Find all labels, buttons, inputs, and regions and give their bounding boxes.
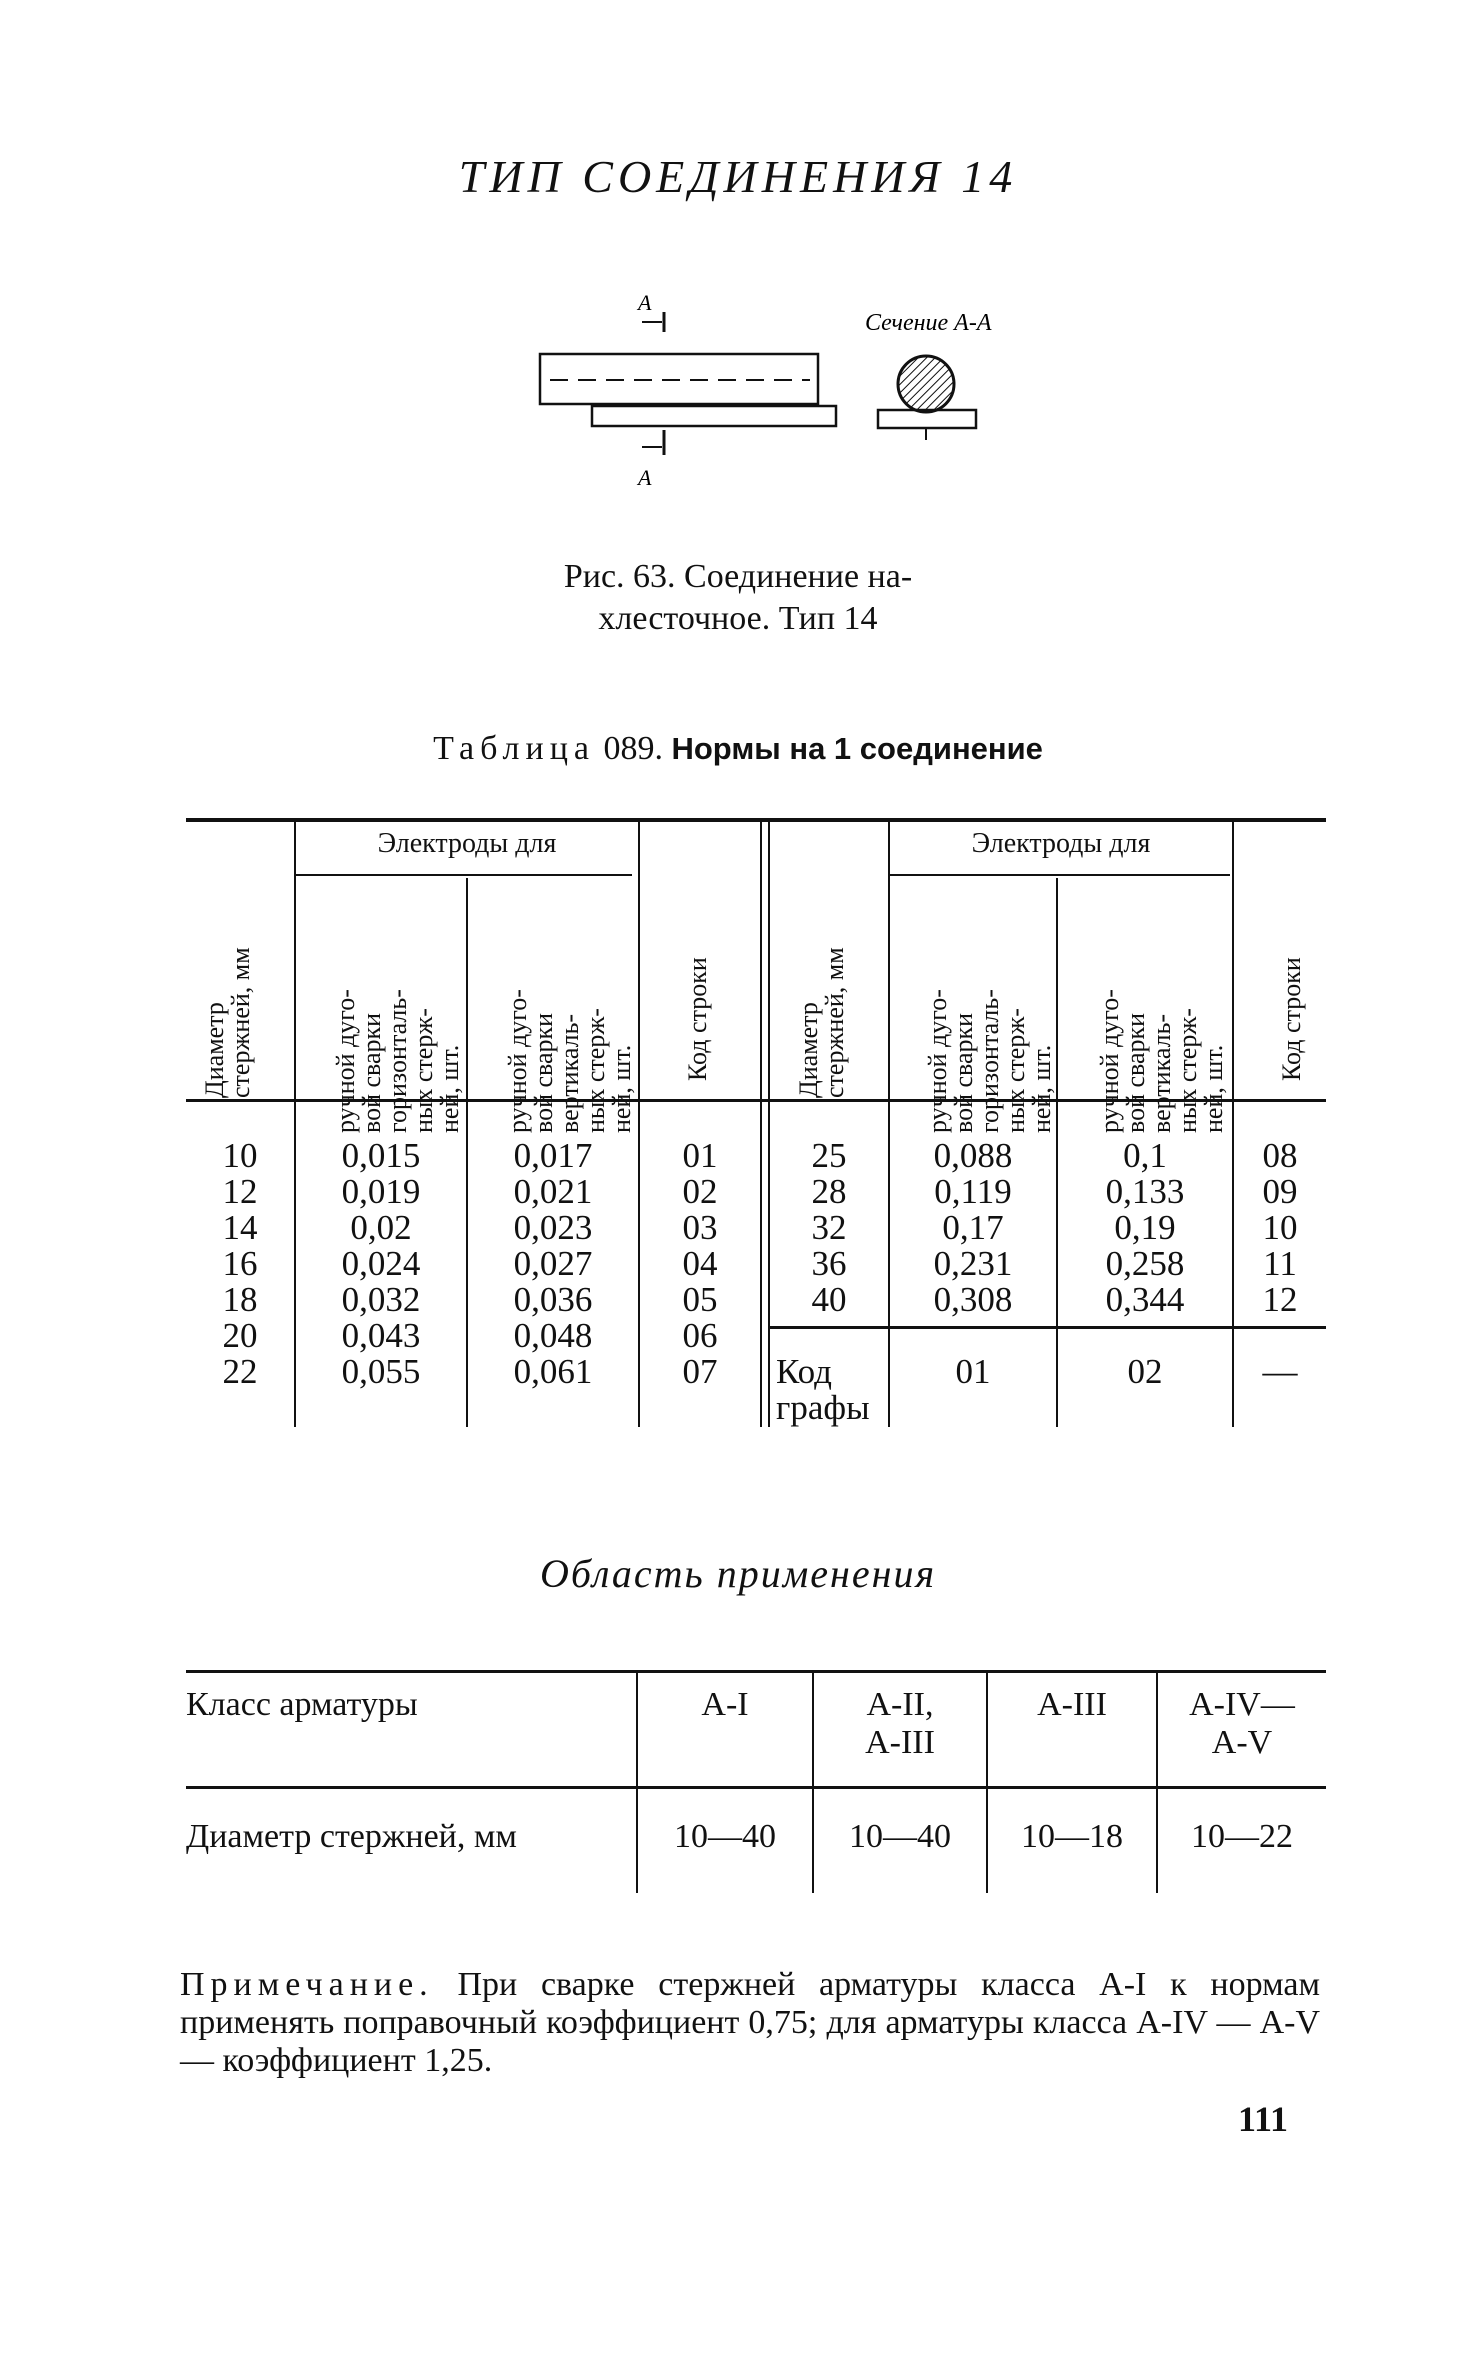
diameter-label: Диаметр стержней, мм: [186, 1818, 517, 1855]
table-cell: 06: [682, 1316, 718, 1355]
table1-caption-number: 089.: [603, 730, 663, 767]
table-cell: 0,021: [513, 1172, 593, 1211]
page-number: 111: [1238, 2099, 1289, 2139]
table-cell: 08: [1262, 1136, 1298, 1175]
graph-code-line: —: [1262, 1352, 1298, 1391]
table-cell: 02: [682, 1172, 718, 1211]
table-cell: 32: [811, 1208, 847, 1247]
table-cell: 25: [811, 1136, 847, 1175]
table-cell: 16: [222, 1244, 258, 1283]
table-cell: 0,032: [341, 1280, 421, 1319]
table2-top-rule: [186, 1670, 1326, 1673]
table-cell: 0,308: [933, 1280, 1013, 1319]
table-cell: 0,019: [341, 1172, 421, 1211]
figure-caption: [0, 556, 1476, 640]
table-cell: 10: [1262, 1208, 1298, 1247]
table1-right-rule: [770, 1326, 1326, 1329]
note-label: Примечание.: [180, 1966, 434, 2003]
table-cell: 28: [811, 1172, 847, 1211]
table-cell: 20: [222, 1316, 258, 1355]
diameter-value: 10—40: [674, 1818, 776, 1855]
table-cell: 01: [682, 1136, 718, 1175]
section-marker-top: А: [638, 290, 652, 315]
section-label: Сечение А-А: [865, 310, 992, 336]
table-cell: 0,1: [1123, 1136, 1167, 1175]
right-col-vertical: [1058, 1138, 1232, 1318]
table-cell: 10: [222, 1136, 258, 1175]
graph-code-vertical: 02: [1127, 1352, 1163, 1391]
diameter-value: 10—22: [1191, 1818, 1293, 1855]
group-header-left: Электроды для: [377, 828, 557, 859]
table-cell: 0,088: [933, 1136, 1013, 1175]
class-value: А-II, А-III: [865, 1686, 935, 1761]
table-cell: 12: [1262, 1280, 1298, 1319]
col-code-header-left: Код строки: [683, 957, 712, 1081]
table-cell: 40: [811, 1280, 847, 1319]
right-col-horizontal: [890, 1138, 1056, 1318]
table-cell: 03: [682, 1208, 718, 1247]
table1-caption-title: Нормы на 1 соединение: [671, 731, 1043, 766]
table-cell: 0,055: [341, 1352, 421, 1391]
table-cell: 0,036: [513, 1280, 593, 1319]
table-cell: 0,048: [513, 1316, 593, 1355]
class-value: А-I: [701, 1686, 749, 1723]
class-value: А-IV— А-V: [1189, 1686, 1295, 1761]
table-cell: 05: [682, 1280, 718, 1319]
table1-caption: [0, 730, 1476, 768]
col-horizontal-header-left: ручной дуго- вой сварки горизонталь- ных стерж- ней, шт.: [331, 989, 464, 1133]
table-cell: 0,17: [942, 1208, 1004, 1247]
table1-top-rule: [186, 818, 1326, 822]
table-cell: 0,015: [341, 1136, 421, 1175]
table-cell: 09: [1262, 1172, 1298, 1211]
table-cell: 0,024: [341, 1244, 421, 1283]
class-label: Класс арматуры: [186, 1686, 418, 1723]
figure-caption-line1: Рис. 63. Соединение на-: [563, 558, 913, 595]
table1-caption-prefix: Таблица: [433, 730, 595, 767]
graph-code-horizontal: 01: [955, 1352, 991, 1391]
col-horizontal-header-right: ручной дуго- вой сварки горизонталь- ных стерж- ней, шт.: [923, 989, 1056, 1133]
diameter-value: 10—18: [1021, 1818, 1123, 1855]
table-cell: 0,023: [513, 1208, 593, 1247]
col-vertical-header-right: ручной дуго- вой сварки вертикаль- ных стерж- ней, шт.: [1095, 989, 1228, 1133]
right-col-code: [1234, 1138, 1326, 1318]
table-cell: 0,133: [1105, 1172, 1185, 1211]
left-col-code: [640, 1138, 760, 1390]
graph-code-label: Код графы: [776, 1352, 870, 1427]
table-cell: 18: [222, 1280, 258, 1319]
table-cell: 22: [222, 1352, 258, 1391]
application-title: Область применения: [539, 1551, 937, 1596]
table-cell: 0,043: [341, 1316, 421, 1355]
section-marker-bottom: А: [638, 465, 652, 490]
class-value: А-III: [1037, 1686, 1107, 1723]
table-cell: 36: [811, 1244, 847, 1283]
table-cell: 07: [682, 1352, 718, 1391]
left-col-vertical: [468, 1138, 638, 1390]
col-vertical-header-left: ручной дуго- вой сварки вертикаль- ных стерж- ней, шт.: [503, 989, 636, 1133]
table-cell: 0,061: [513, 1352, 593, 1391]
note-paragraph: [180, 1966, 1320, 2080]
right-col-diameter: [770, 1138, 888, 1318]
table-cell: 0,119: [934, 1172, 1012, 1211]
group-rule-right: [890, 874, 1230, 876]
table-cell: 0,344: [1105, 1280, 1185, 1319]
table-cell: 0,258: [1105, 1244, 1185, 1283]
table-cell: 0,02: [350, 1208, 412, 1247]
diameter-value: 10—40: [849, 1818, 951, 1855]
table-cell: 04: [682, 1244, 718, 1283]
table-cell: 0,027: [513, 1244, 593, 1283]
col-diameter-header-right: Диаметр стержней, мм: [794, 947, 849, 1098]
col-code-header-right: Код строки: [1277, 957, 1306, 1081]
group-rule-left: [296, 874, 632, 876]
left-col-diameter: [186, 1138, 294, 1390]
col-diameter-header-left: Диаметр стержней, мм: [200, 947, 255, 1098]
table2-mid-rule: [186, 1786, 1326, 1789]
table-cell: 14: [222, 1208, 258, 1247]
table-cell: 0,19: [1114, 1208, 1176, 1247]
group-header-right: Электроды для: [971, 828, 1151, 859]
table-cell: 0,017: [513, 1136, 593, 1175]
table-cell: 0,231: [933, 1244, 1013, 1283]
left-col-horizontal: [296, 1138, 466, 1390]
table-cell: 11: [1263, 1244, 1297, 1283]
note-text: При сварке стержней арматуры класса А-I к нормам применять поправочный коэффициент 0,75; для арматуры класса А-IV — А-V — коэффициент 1,25.: [180, 1966, 1320, 2079]
figure-caption-line2: хлесточное. Тип 14: [598, 600, 878, 637]
page-title: ТИП СОЕДИНЕНИЯ 14: [458, 151, 1018, 202]
table-cell: 12: [222, 1172, 258, 1211]
joint-drawing: [520, 280, 1080, 500]
